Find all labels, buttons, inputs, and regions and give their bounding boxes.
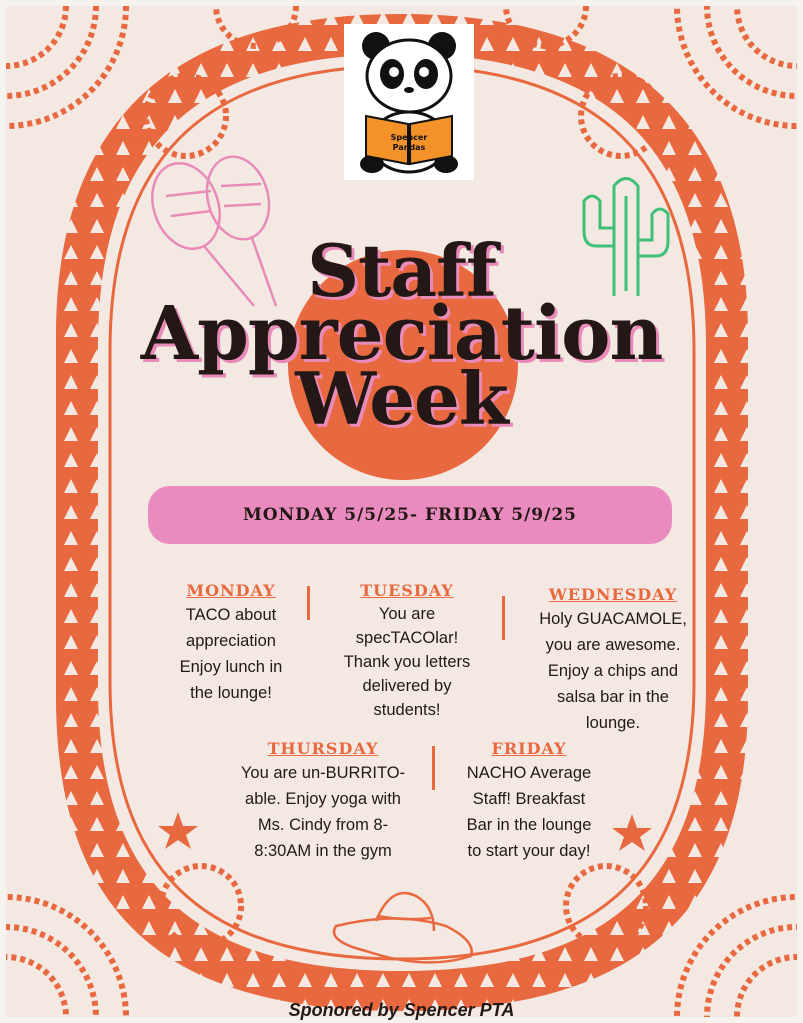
wednesday-line: you are awesome. [545, 636, 681, 654]
star-icon [158, 812, 198, 849]
thursday-line: 8:30AM in the gym [254, 842, 392, 860]
wednesday-line: Enjoy a chips and [547, 662, 679, 680]
divider [502, 596, 505, 640]
monday-block [156, 580, 306, 706]
thursday-heading: THURSDAY [267, 739, 379, 758]
wednesday-block [518, 584, 708, 736]
wednesday-line: lounge. [585, 714, 641, 732]
tuesday-heading: TUESDAY [360, 581, 454, 600]
monday-line: the lounge! [190, 684, 272, 702]
friday-line: to start your day! [467, 842, 591, 860]
svg-text:Pandas: Pandas [392, 143, 426, 152]
friday-heading: FRIDAY [491, 739, 567, 758]
friday-line: Staff! Breakfast [472, 790, 586, 808]
friday-line: Bar in the lounge [466, 816, 592, 834]
poster [6, 6, 797, 1017]
star-icon [612, 814, 652, 851]
tuesday-block [332, 580, 482, 722]
tuesday-line: students! [373, 701, 441, 719]
title-line-2: Appreciation [140, 291, 663, 377]
title-line-3: Week [295, 356, 508, 441]
tuesday-line: Thank you letters [343, 653, 471, 671]
wednesday-line: Holy GUACAMOLE, [539, 610, 687, 628]
tuesday-line: You are [378, 605, 436, 623]
monday-line: appreciation [186, 632, 276, 650]
thursday-block [218, 738, 428, 864]
thursday-line: able. Enjoy yoga with [245, 790, 401, 808]
title-line-1: Staff [307, 228, 496, 313]
tuesday-line: specTACOlar! [355, 629, 459, 647]
date-banner [148, 486, 672, 544]
tuesday-line: delivered by [362, 677, 452, 695]
friday-block [444, 738, 614, 864]
wednesday-line: salsa bar in the [557, 688, 669, 706]
spencer-pandas-logo [344, 24, 474, 180]
divider [307, 586, 310, 620]
thursday-line: Ms. Cindy from 8- [257, 816, 389, 834]
monday-line: Enjoy lunch in [179, 658, 283, 676]
wednesday-heading: WEDNESDAY [548, 585, 678, 604]
monday-line: TACO about [185, 606, 277, 624]
date-range: MONDAY 5/5/25- FRIDAY 5/9/25 [242, 505, 578, 525]
friday-line: NACHO Average [466, 764, 592, 782]
sponsor-text: Sponored by Spencer PTA [288, 1000, 515, 1020]
monday-heading: MONDAY [186, 581, 276, 600]
svg-text:Spencer: Spencer [390, 133, 428, 142]
thursday-line: You are un-BURRITO- [240, 764, 406, 782]
divider [432, 746, 435, 790]
sombrero-icon [334, 893, 472, 962]
